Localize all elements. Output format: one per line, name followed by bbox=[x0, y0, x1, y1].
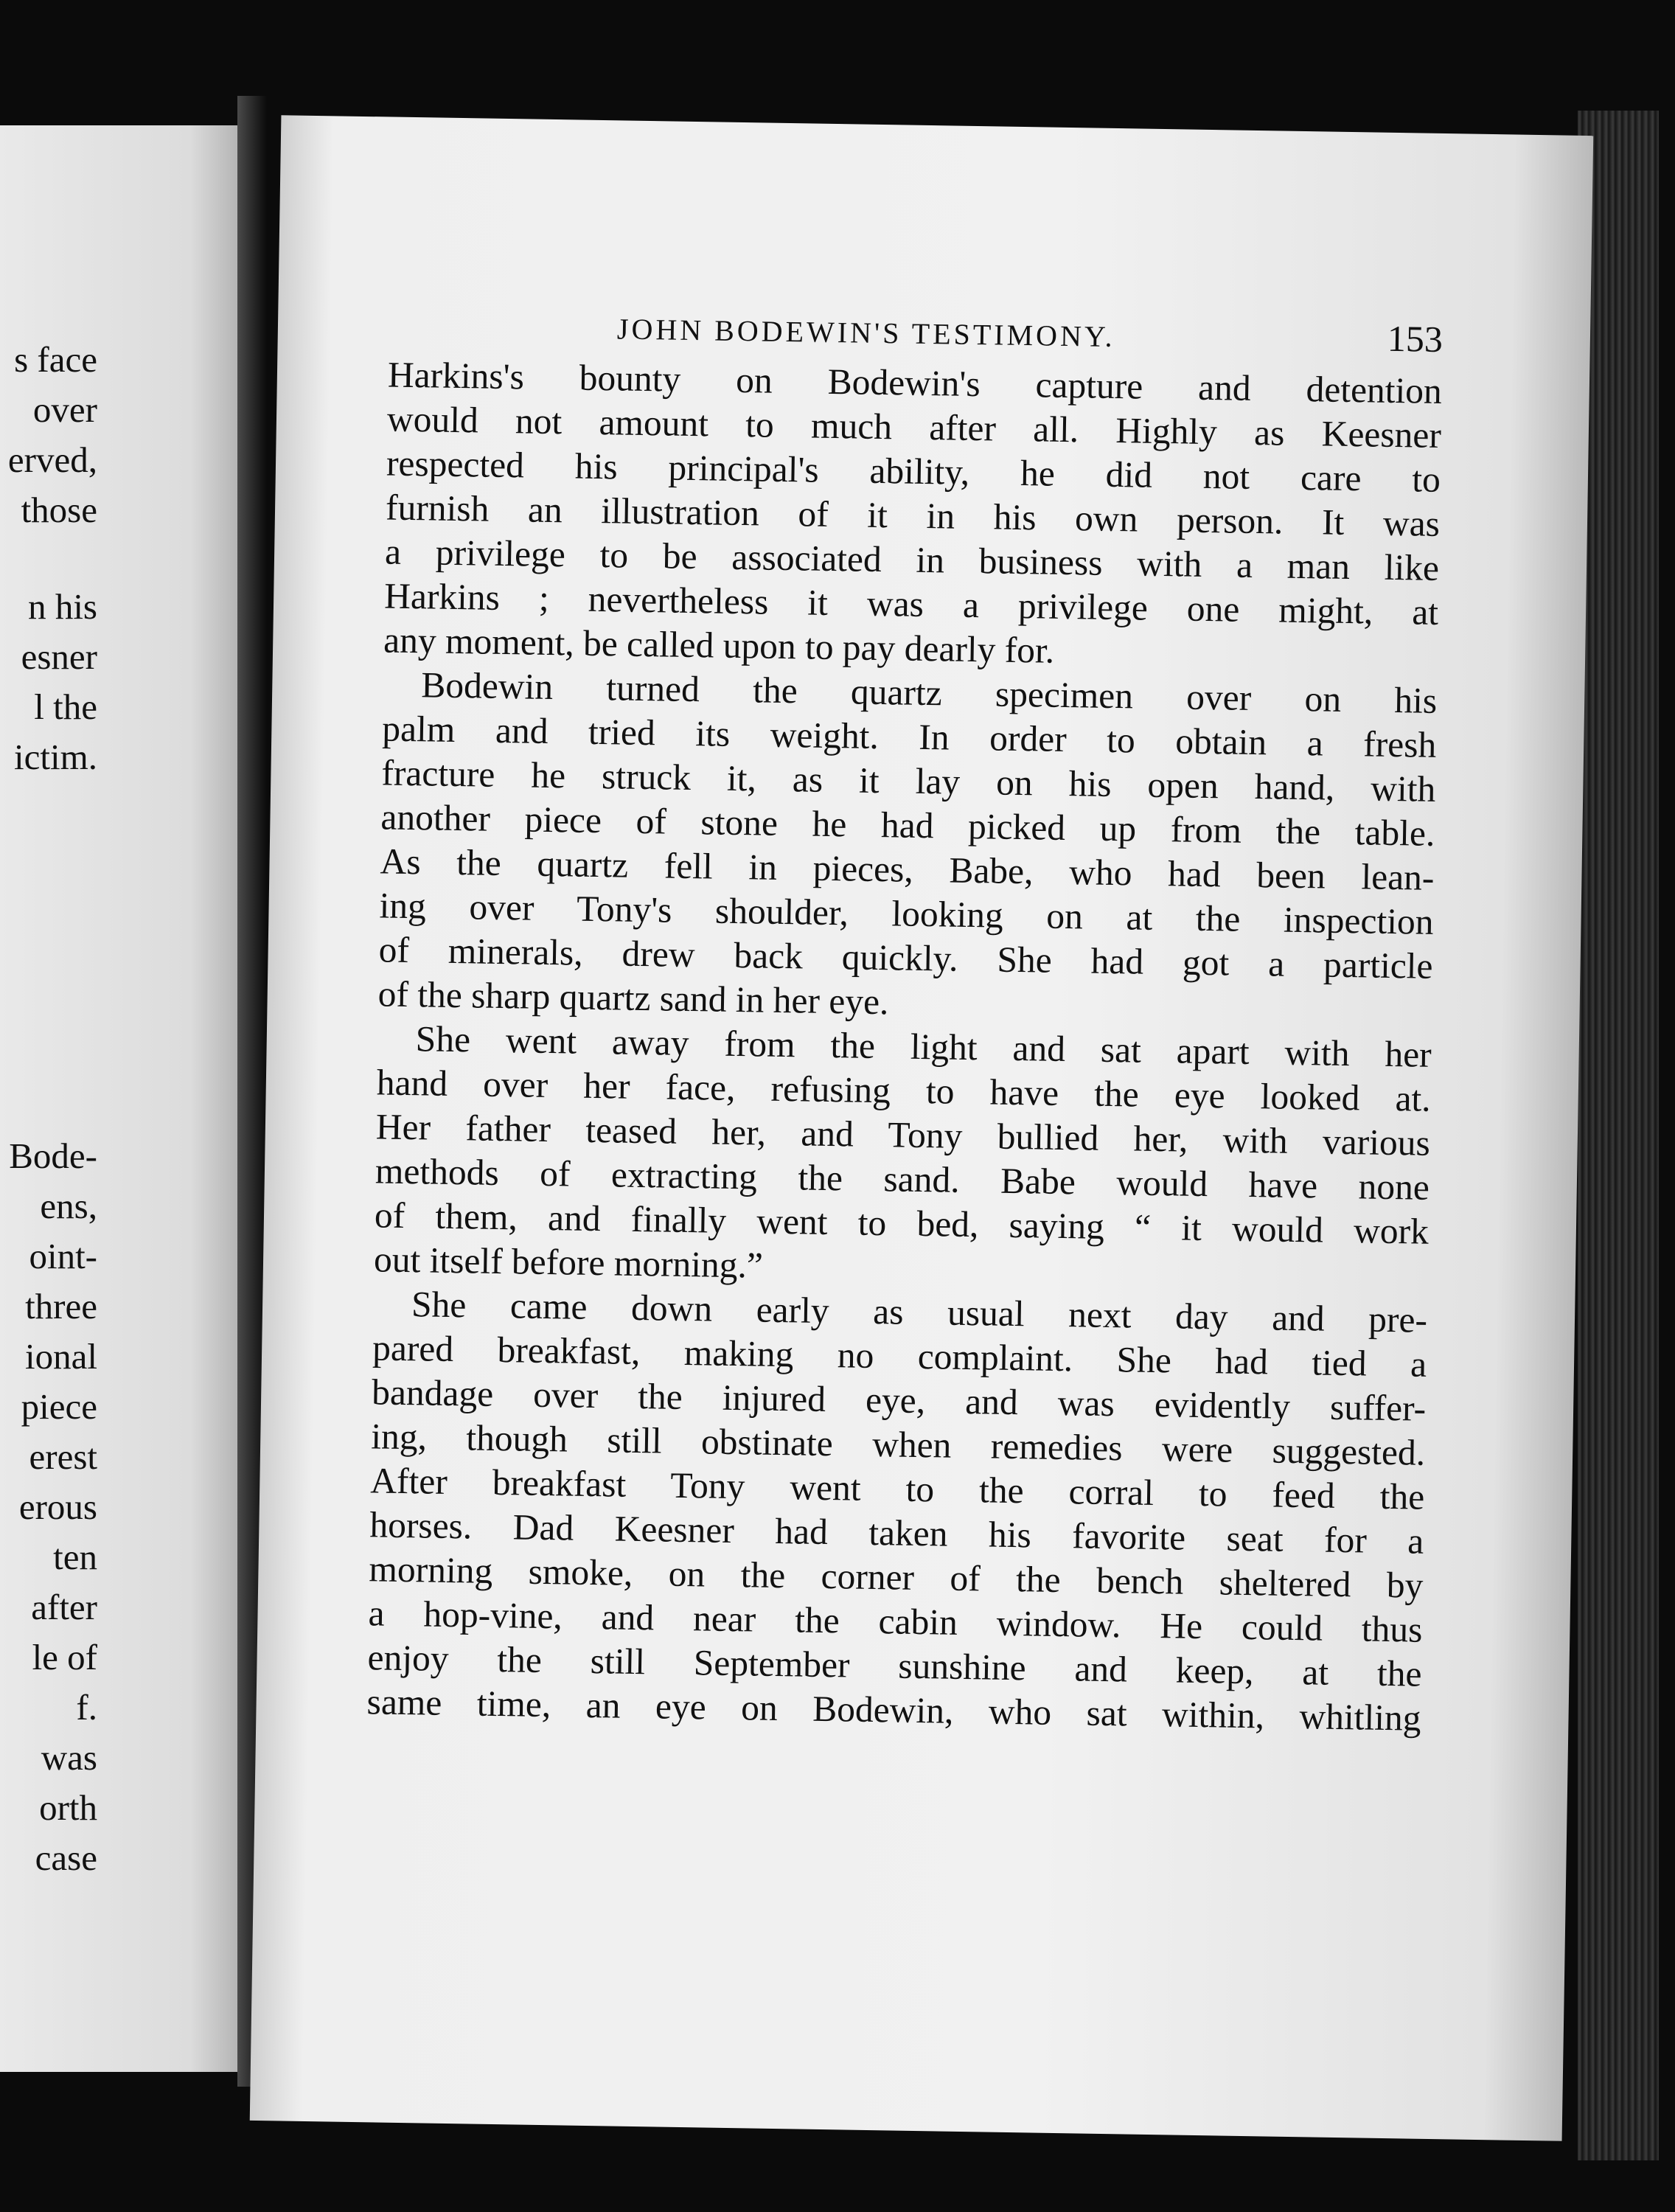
text-line: She went away from the light and sat apart with her bbox=[415, 1018, 1432, 1075]
left-text-fragment: n his bbox=[28, 586, 97, 627]
left-text-fragment: le of bbox=[32, 1637, 97, 1677]
text-line: She came down early as usual next day and pre- bbox=[411, 1284, 1428, 1340]
body-text bbox=[366, 353, 1442, 1741]
left-text-fragment: case bbox=[35, 1837, 97, 1878]
left-text-fragment: those bbox=[21, 490, 97, 530]
book-page bbox=[250, 115, 1594, 2141]
left-text-fragment: oint- bbox=[29, 1236, 97, 1276]
page-number: 153 bbox=[1387, 317, 1444, 360]
text-line: ing over Tony's shoulder, looking on at the inspection bbox=[379, 885, 1434, 942]
text-line: of them, and finally went to bed, saying “ it would work bbox=[374, 1194, 1430, 1252]
text-line: a privilege to be associated in business with a man like bbox=[384, 531, 1440, 588]
text-line: morning smoke, on the corner of the bench sheltered by bbox=[369, 1548, 1424, 1606]
text-line: Harkins ; nevertheless it was a privilege one might, at bbox=[383, 575, 1439, 633]
text-line: horses. Dad Keesner had taken his favorite seat for a bbox=[369, 1504, 1424, 1562]
text-line: ing, though still obstinate when remedies were suggested. bbox=[370, 1416, 1426, 1473]
left-page-fragment bbox=[0, 125, 237, 2072]
left-text-fragment: ictim. bbox=[14, 737, 97, 777]
text-line: furnish an illustration of it in his own person. It was bbox=[385, 487, 1441, 544]
left-text-fragment: erous bbox=[18, 1486, 97, 1527]
left-text-fragment: ens, bbox=[40, 1186, 97, 1226]
text-line: any moment, be called upon to pay dearly for. bbox=[383, 619, 1055, 671]
left-text-fragment: orth bbox=[39, 1787, 97, 1828]
left-text-fragment: erved, bbox=[7, 439, 97, 480]
left-text-fragment: piece bbox=[21, 1386, 97, 1427]
left-text-fragment: f. bbox=[76, 1687, 97, 1728]
text-line: Bodewin turned the quartz specimen over on his bbox=[420, 664, 1438, 721]
left-text-fragment: over bbox=[32, 389, 97, 430]
text-line: methods of extracting the sand. Babe would have none bbox=[375, 1150, 1430, 1208]
text-line: of the sharp quartz sand in her eye. bbox=[377, 973, 889, 1023]
text-line: Harkins's bounty on Bodewin's capture and detention bbox=[387, 354, 1443, 411]
text-line: As the quartz fell in pieces, Babe, who had been lean- bbox=[380, 841, 1435, 898]
left-text-fragment: Bode- bbox=[9, 1135, 97, 1176]
text-line: After breakfast Tony went to the corral to feed the bbox=[369, 1460, 1425, 1517]
left-text-fragment: s face bbox=[14, 339, 97, 380]
text-line: bandage over the injured eye, and was evidently suffer- bbox=[371, 1371, 1427, 1429]
left-text-fragment: ional bbox=[25, 1336, 97, 1377]
text-line: a hop-vine, and near the cabin window. He could thus bbox=[368, 1593, 1423, 1650]
text-line: respected his principal's ability, he did not care to bbox=[386, 442, 1441, 500]
text-line: would not amount to much after all. Highly as Keesner bbox=[386, 398, 1442, 456]
left-text-fragment: was bbox=[41, 1737, 97, 1778]
text-line: same time, an eye on Bodewin, who sat within, whitling bbox=[366, 1681, 1421, 1739]
running-head bbox=[389, 302, 1444, 361]
text-line: out itself before morning.” bbox=[373, 1239, 764, 1286]
text-line: pared breakfast, making no complaint. She had tied a bbox=[372, 1327, 1427, 1385]
text-line: Her father teased her, and Tony bullied her, with various bbox=[375, 1106, 1431, 1164]
text-line: another piece of stone he had picked up from the table. bbox=[380, 796, 1435, 854]
text-line: hand over her face, refusing to have the eye looked at. bbox=[376, 1062, 1432, 1119]
left-text-fragment: esner bbox=[21, 636, 97, 677]
text-line: enjoy the still September sunshine and keep, at the bbox=[367, 1637, 1422, 1694]
left-text-fragment: after bbox=[31, 1587, 97, 1627]
running-title: JOHN BODEWIN'S TESTIMONY. bbox=[616, 312, 1115, 353]
text-line: of minerals, drew back quickly. She had got a particle bbox=[378, 929, 1433, 987]
text-line: fracture he struck it, as it lay on his open hand, with bbox=[381, 752, 1436, 810]
left-text-fragment: ten bbox=[53, 1537, 97, 1577]
left-text-fragment: three bbox=[25, 1286, 97, 1326]
text-line: palm and tried its weight. In order to obtain a fresh bbox=[381, 708, 1437, 765]
left-text-fragment: l the bbox=[34, 686, 97, 727]
left-text-fragment: erest bbox=[29, 1436, 97, 1477]
page-edge-stack bbox=[1578, 111, 1659, 2160]
